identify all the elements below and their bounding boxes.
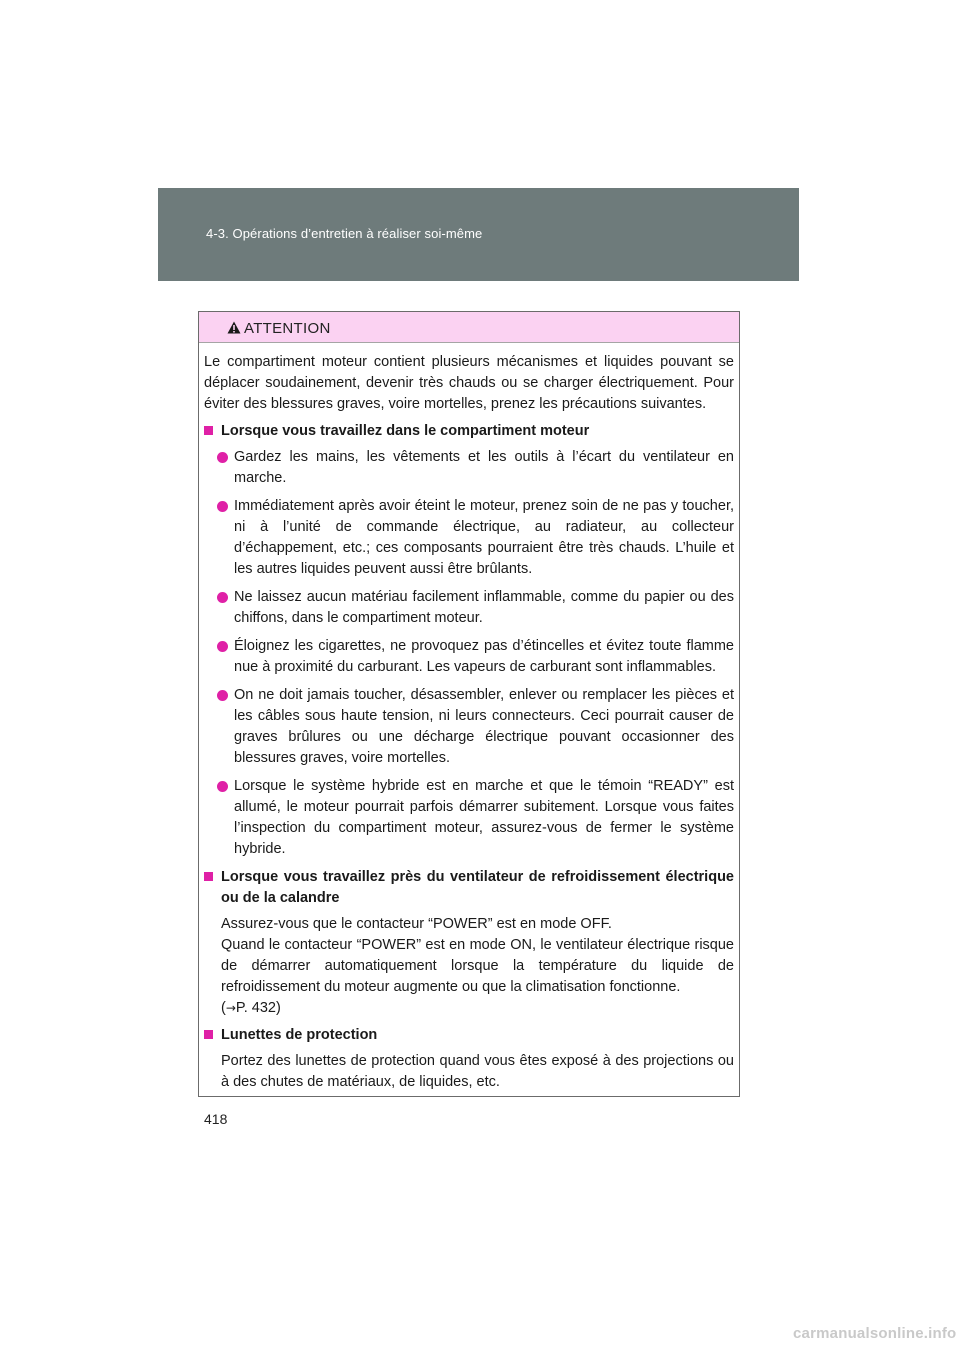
attention-title: ATTENTION: [244, 320, 331, 337]
power-on-warning: Quand le contacteur “POWER” est en mode ON, le ventilateur électrique risque de démarrer automatiquement lorsque la température du liquide de refroidissement du moteur augmente ou que la climatisation fonctionne.: [221, 937, 734, 995]
page-reference: (→P. 432): [221, 1000, 281, 1016]
round-bullet-icon: [217, 781, 228, 792]
attention-header: [199, 312, 739, 343]
attention-box: [198, 311, 740, 1097]
round-bullet-icon: [217, 452, 228, 463]
eye-protection-text: Portez des lunettes de protection quand vous êtes exposé à des projections ou à des chutes de matériaux, de liquides, etc.: [221, 1053, 734, 1090]
list-item: Immédiatement après avoir éteint le moteur, prenez soin de ne pas y toucher, ni à l’unité de commande électrique, au radiateur, au collecteur d’échappement, etc.; ces composants pourraient être très chauds. L’huile et les autres liquides peuvent aussi être brûlants.: [204, 496, 734, 580]
chapter-header-band: [158, 188, 799, 281]
list-item: Ne laissez aucun matériau facilement inflammable, comme du papier ou des chiffons, dans le compartiment moteur.: [204, 587, 734, 629]
cooling-fan-paragraph: [204, 914, 734, 1019]
list-item: Lorsque le système hybride est en marche et que le témoin “READY” est allumé, le moteur pourrait parfois démarrer subitement. Lorsque vous faites l’inspection du compartiment moteur, assurez-vous de fermer le système hybride.: [204, 776, 734, 860]
round-bullet-icon: [217, 690, 228, 701]
section-heading-engine-compartment: Lorsque vous travaillez dans le compartiment moteur: [204, 421, 734, 442]
list-item: On ne doit jamais toucher, désassembler, enlever ou remplacer les pièces et les câbles sous haute tension, ni leurs connecteurs. Ceci pourrait causer de graves brûlures ou une décharge électrique pouvant occasionner des blessures graves, voire mortelles.: [204, 685, 734, 769]
arrow-right-icon: →: [225, 1001, 236, 1015]
square-bullet-icon: [204, 872, 213, 881]
round-bullet-icon: [217, 501, 228, 512]
square-bullet-icon: [204, 1030, 213, 1039]
list-item: Gardez les mains, les vêtements et les outils à l’écart du ventilateur en marche.: [204, 447, 734, 489]
watermark: carmanualsonline.info: [793, 1325, 957, 1342]
chapter-title: 4-3. Opérations d’entretien à réaliser soi-même: [206, 226, 483, 241]
page-number: 418: [204, 1111, 228, 1127]
section-heading-cooling-fan: Lorsque vous travaillez près du ventilateur de refroidissement électrique ou de la calandre: [204, 867, 734, 909]
section-heading-eye-protection: Lunettes de protection: [204, 1025, 734, 1046]
warning-triangle-icon: [227, 321, 241, 334]
intro-text: Le compartiment moteur contient plusieurs mécanismes et liquides pouvant se déplacer soudainement, devenir très chauds ou se charger électriquement. Pour éviter des blessures graves, voire mortelles, prenez les précautions suivantes.: [204, 354, 734, 412]
list-item: Éloignez les cigarettes, ne provoquez pas d’étincelles et évitez toute flamme nue à proximité du carburant. Les vapeurs de carburant sont inflammables.: [204, 636, 734, 678]
power-off-instruction: Assurez-vous que le contacteur “POWER” est en mode OFF.: [221, 916, 612, 932]
square-bullet-icon: [204, 426, 213, 435]
round-bullet-icon: [217, 592, 228, 603]
round-bullet-icon: [217, 641, 228, 652]
attention-body: [199, 343, 739, 1093]
